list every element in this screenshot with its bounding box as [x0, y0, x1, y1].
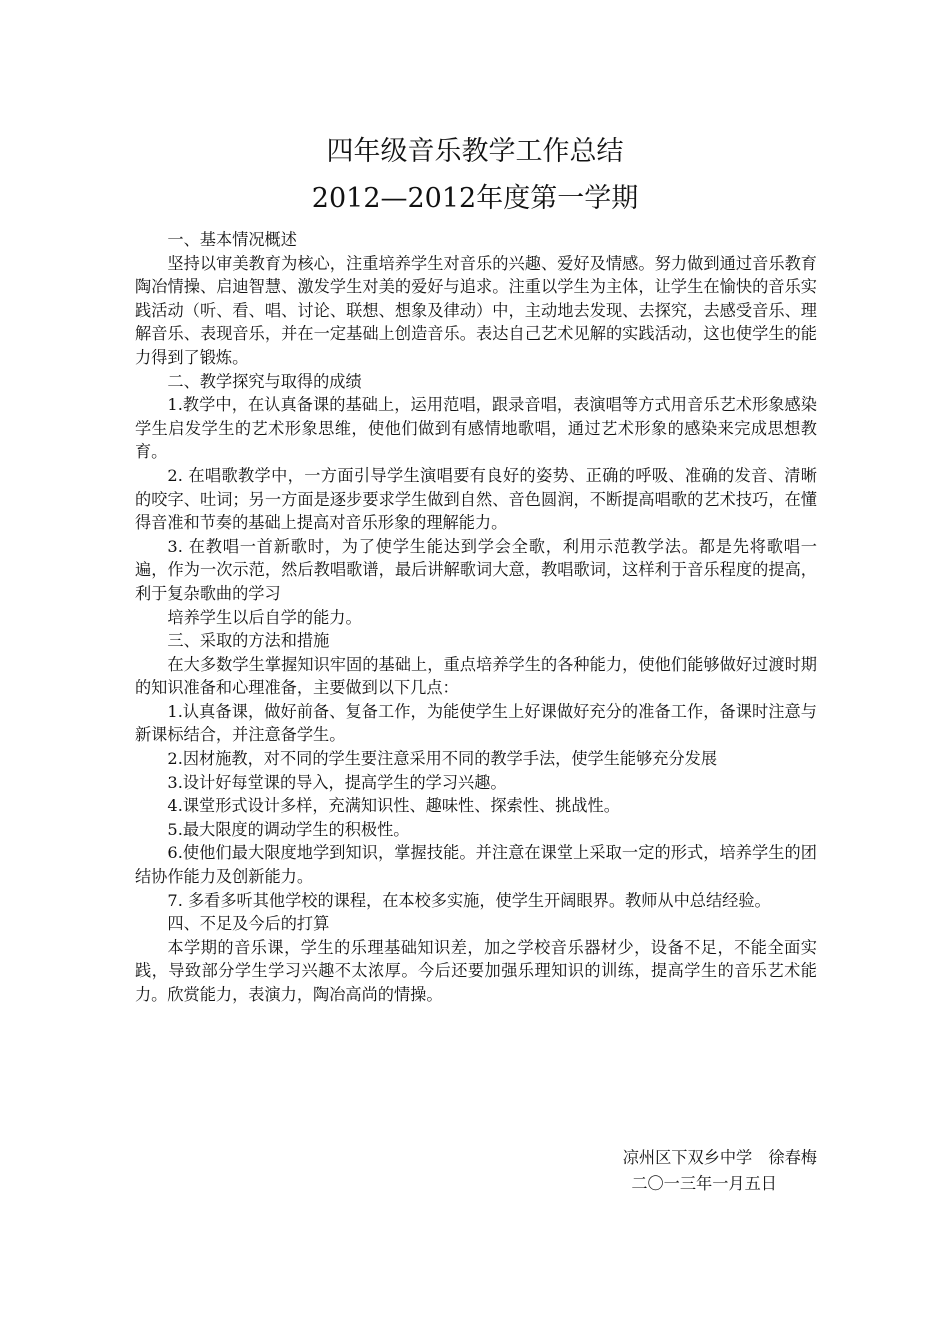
signature-block	[623, 1145, 817, 1197]
section-heading-1: 一、基本情况概述	[167, 230, 297, 249]
list-item: 2.因材施教，对不同的学生要注意采用不同的教学手法，使学生能够充分发展	[167, 749, 718, 769]
signature-date: 二〇一三年一月五日	[631, 1174, 777, 1193]
section-heading-4: 四、不足及今后的打算	[167, 914, 330, 934]
paragraph: 1.教学中，在认真备课的基础上，运用范唱，跟录音唱，表演唱等方式用音乐艺术形象感染学生启发学生的艺术形象思维，使他们做到有感情地歌唱，通过艺术形象的感染来完成思想教育。	[135, 395, 817, 462]
document-title: 四年级音乐教学工作总结	[326, 136, 624, 167]
signature-author: 凉州区下双乡中学 徐春梅	[622, 1148, 817, 1167]
section-heading-2: 二、教学探究与取得的成绩	[167, 371, 362, 391]
list-item: 4.课堂形式设计多样，充满知识性、趣味性、探索性、挑战性。	[167, 796, 620, 816]
paragraph: 在大多数学生掌握知识牢固的基础上，重点培养学生的各种能力，使他们能够做好过渡时期的知识准备和心理准备，主要做到以下几点：	[135, 654, 817, 698]
paragraph: 坚持以审美教育为核心，注重培养学生对音乐的兴趣、爱好及情感。努力做到通过音乐教育陶冶情操、启迪智慧、激发学生对美的爱好与追求。注重以学生为主体，让学生在愉快的音乐实践活动（听、看、唱、讨论、联想、想象及律动）中，主动地去发现、去探究，去感受音乐、理解音乐、表现音乐，并在一定基础上创造音乐。表达自己艺术见解的实践活动，这也使学生的能力得到了锻炼。	[135, 253, 817, 367]
paragraph: 本学期的音乐课，学生的乐理基础知识差，加之学校音乐器材少，设备不足，不能全面实践，导致部分学生学习兴趣不太浓厚。今后还要加强乐理知识的训练，提高学生的音乐艺术能力。欣赏能力，表演力，陶冶高尚的情操。	[135, 937, 817, 1004]
list-item: 3.设计好每堂课的导入，提高学生的学习兴趣。	[167, 772, 507, 792]
list-item: 1.认真备课，做好前备、复备工作，为能使学生上好课做好充分的准备工作，备课时注意与新课标结合，并注意备学生。	[135, 701, 817, 745]
list-item: 6.使他们最大限度地学到知识，掌握技能。并注意在课堂上采取一定的形式，培养学生的团结协作能力及创新能力。	[135, 843, 817, 887]
list-item: 5.最大限度的调动学生的积极性。	[167, 819, 410, 839]
document-body	[135, 228, 817, 1007]
paragraph: 2. 在唱歌教学中，一方面引导学生演唱要有良好的姿势、正确的呼吸、准确的发音、清晰的咬字、吐词；另一方面是逐步要求学生做到自然、音色圆润，不断提高唱歌的艺术技巧，在懂得音准和节奏的基础上提高对音乐形象的理解能力。	[135, 465, 817, 533]
document-subtitle: 2012—2012年度第一学期	[311, 183, 639, 214]
paragraph: 3. 在教唱一首新歌时，为了使学生能达到学会全歌，利用示范教学法。都是先将歌唱一遍，作为一次示范，然后教唱歌谱，最后讲解歌词大意，教唱歌词，这样利于音乐程度的提高，利于复杂歌曲的学习	[135, 536, 817, 603]
paragraph: 培养学生以后自学的能力。	[167, 607, 362, 627]
list-item: 7. 多看多听其他学校的课程，在本校多实施，使学生开阔眼界。教师从中总结经验。	[167, 890, 771, 910]
section-heading-3: 三、采取的方法和措施	[167, 631, 330, 651]
